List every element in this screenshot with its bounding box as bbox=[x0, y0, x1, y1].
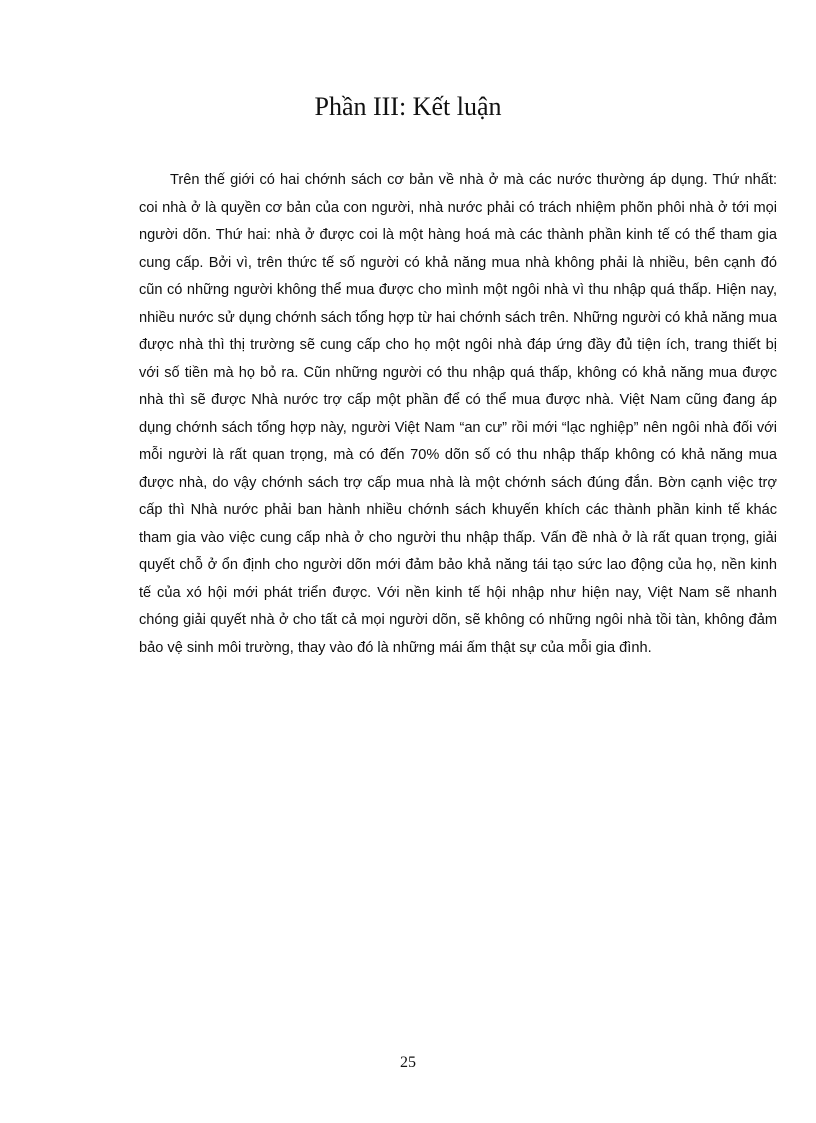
section-title: Phần III: Kết luận bbox=[314, 92, 502, 121]
page-number: 25 bbox=[400, 1054, 416, 1071]
conclusion-paragraph: Trên thế giới có hai chớnh sách cơ bản về nhà ở mà các nước thường áp dụng. Thứ nhất: coi nhà ở là quyền cơ bản của con người, nhà nước phải có trách nhiệm phõn phôi nhà ở tới mọi người dõn. Thứ hai: nhà ở được coi là một hàng hoá mà các thành phần kinh tế có thể tham gia cung cấp. Bởi vì, trên thức tế số người có khả năng mua nhà không phải là nhiều, bên cạnh đó cũn có những người không thể mua được cho mình một ngôi nhà vì thu nhập quá thấp. Hiện nay, nhiều nước sử dụng chớnh sách tổng hợp từ hai chớnh sách trên. Những người có khả năng mua được nhà thì thị trường sẽ cung cấp cho họ một ngôi nhà đáp ứng đầy đủ tiện ích, trang thiết bị với số tiền mà họ bỏ ra. Cũn những người có thu nhập quá thấp, không có khả năng mua được nhà thì sẽ được Nhà nước trợ cấp một phần để có thể mua được nhà. Việt Nam cũng đang áp dụng chớnh sách tổng hợp này, người Việt Nam “an cư” rồi mới “lạc nghiệp” nên ngôi nhà đối với mỗi người là rất quan trọng, mà có đến 70% dõn số có thu nhập thấp không có khả năng mua được nhà, do vậy chớnh sách trợ cấp mua nhà là một chớnh sách đúng đắn. Bờn cạnh việc trợ cấp thì Nhà nước phải ban hành nhiều chớnh sách khuyến khích các thành phần kinh tế khác tham gia vào việc cung cấp nhà ở cho người thu nhập thấp. Vấn đề nhà ở là rất quan trọng, giải quyết chỗ ở ổn định cho người dõn mới đảm bảo khả năng tái tạo sức lao động của họ, nền kinh tế của xó hội mới phát triển được. Với nền kinh tế hội nhập như hiện nay, Việt Nam sẽ nhanh chóng giải quyết nhà ở cho tất cả mọi người dõn, sẽ không có những ngôi nhà tồi tàn, không đảm bảo vệ sinh môi trường, thay vào đó là những mái ấm thật sự của mỗi gia đình. bbox=[139, 172, 777, 656]
